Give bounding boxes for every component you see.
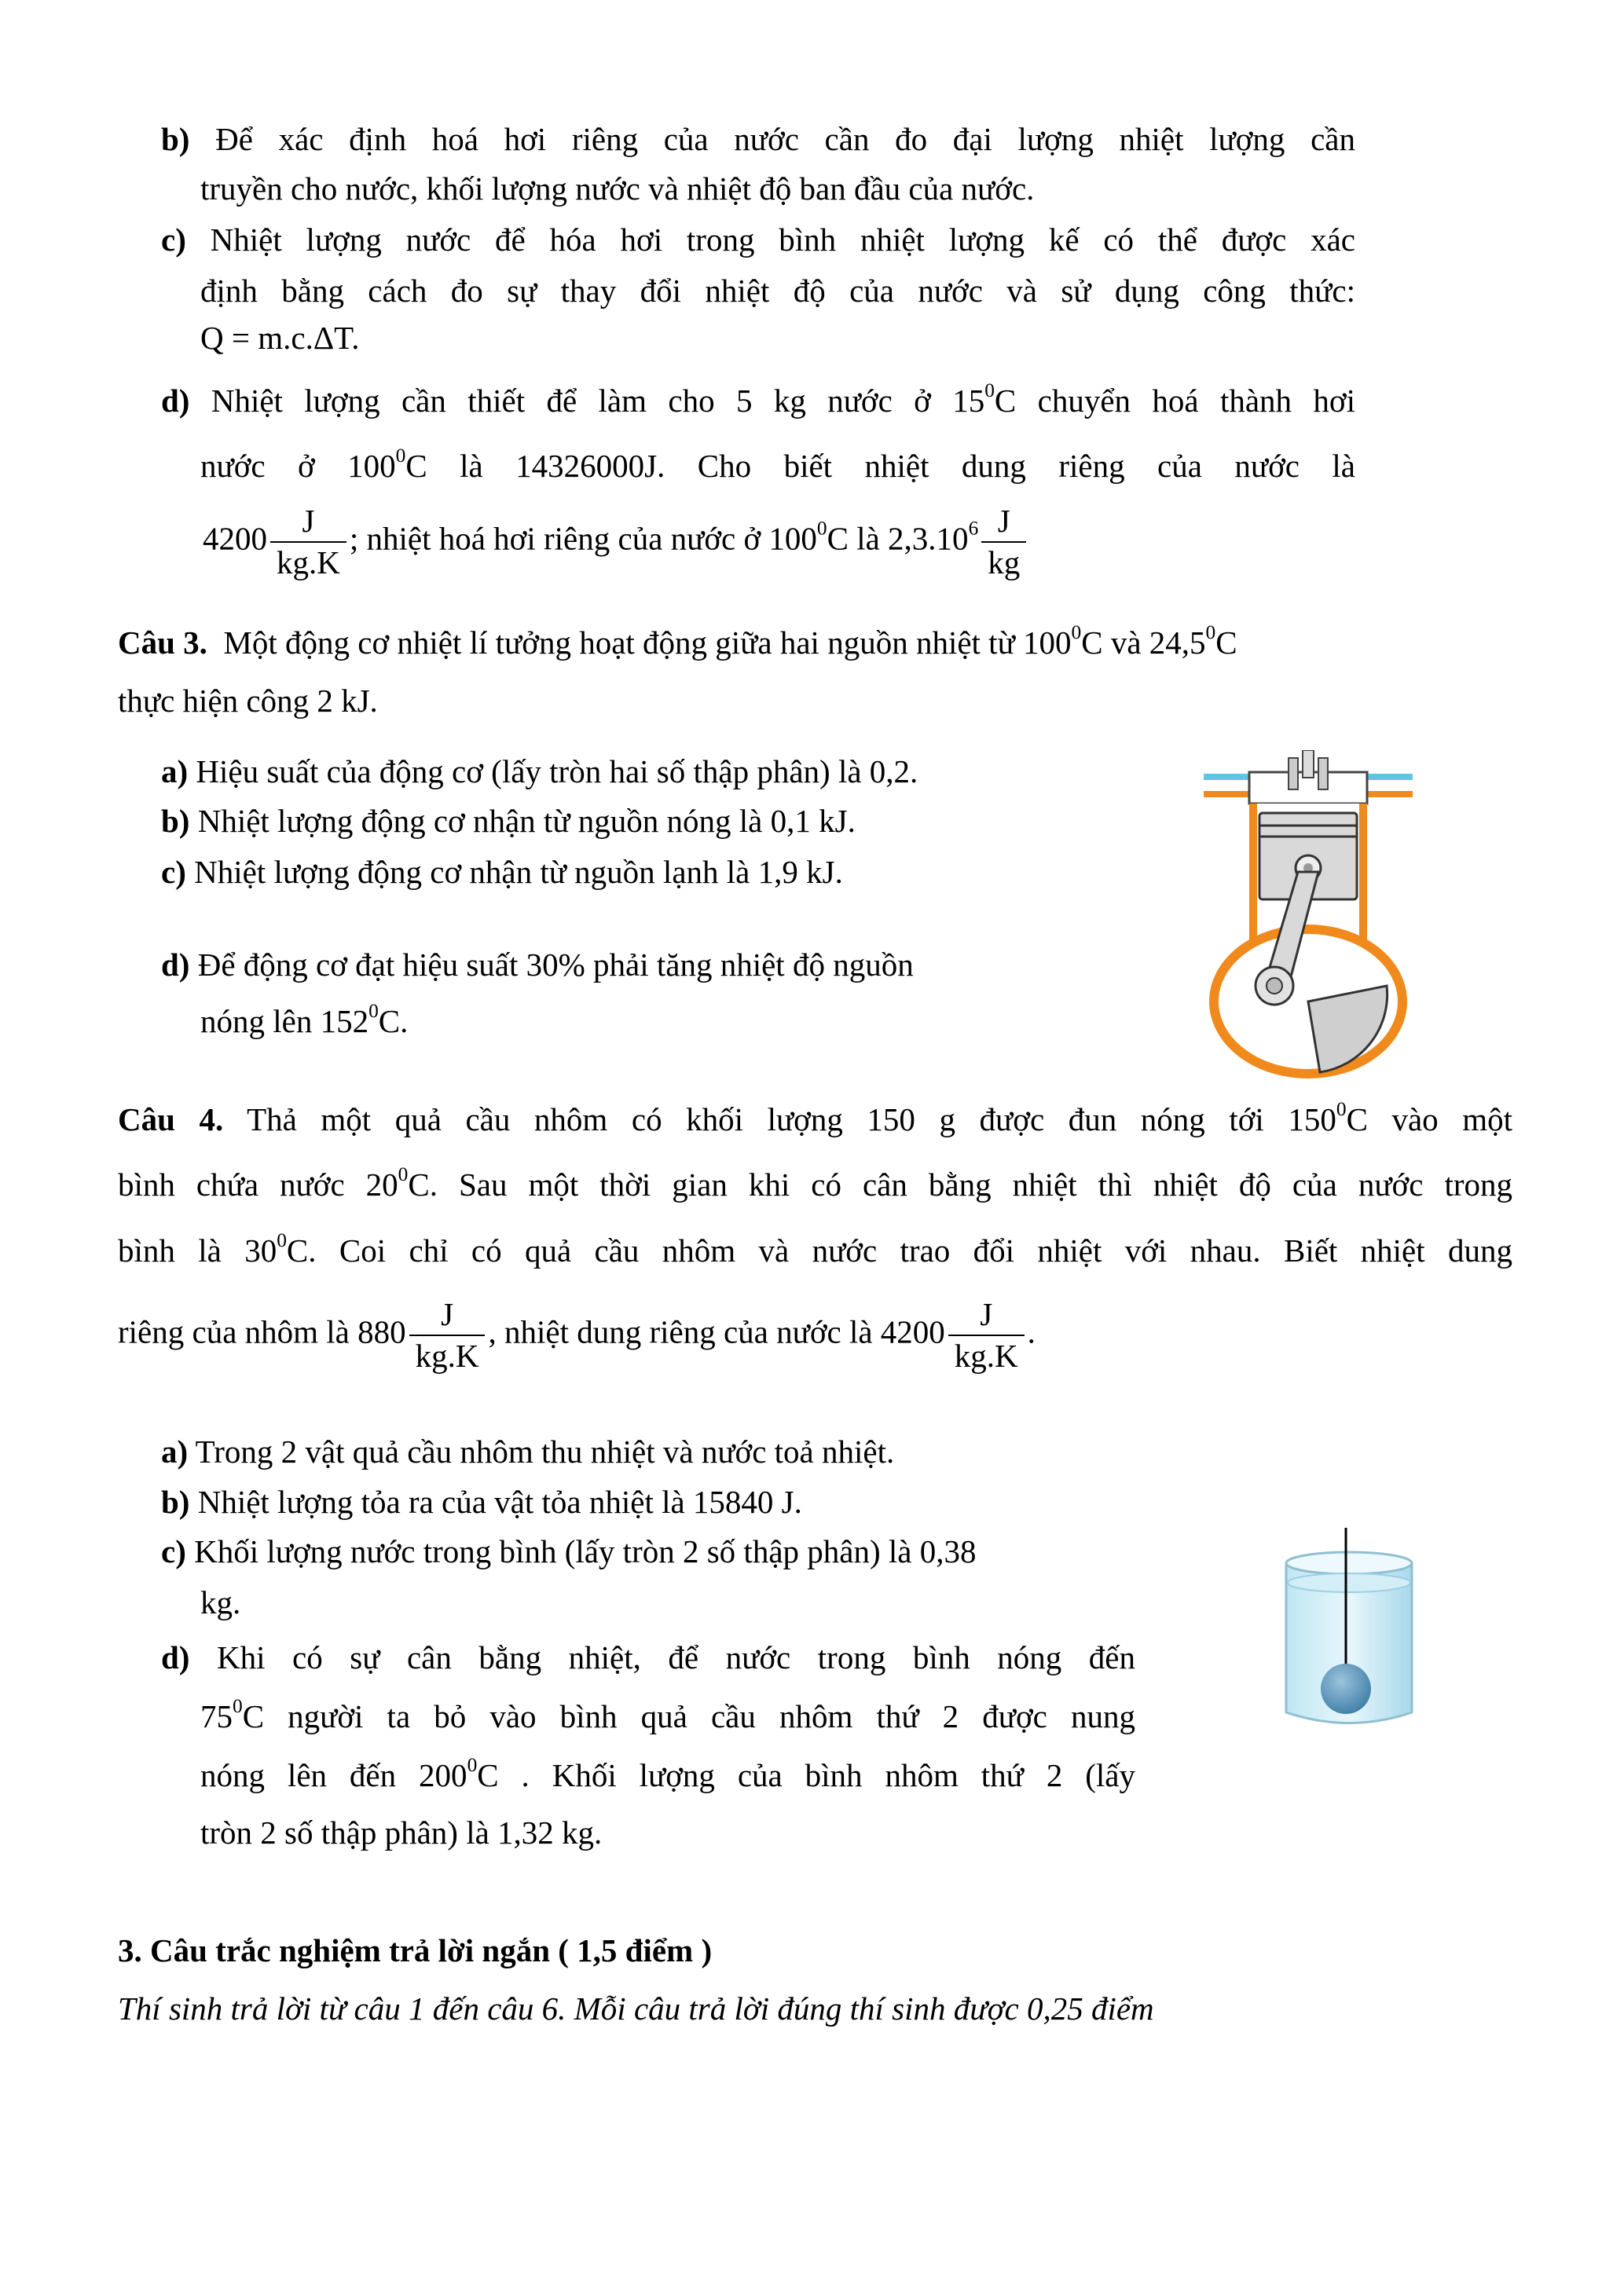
fraction-j-per-kgk: $\frac{J}{kg.K}$ (270, 503, 346, 581)
fraction-j-per-kg: $\frac{J}{kg}$ (981, 503, 1026, 581)
water-surface (1288, 1573, 1410, 1592)
c4-line1: Câu 4. Thả một quả cầu nhôm có khối lượng 150 g được đun nóng tới $150^0C$ vào một (118, 1097, 1513, 1137)
c2-d-line2: nước ở $100^0C$ là 14326000J. Cho biết nhiệt dung riêng của nước là (200, 444, 1355, 484)
c3-a: a) Hiệu suất của động cơ (lấy tròn hai số thập phân) là 0,2. (161, 753, 918, 789)
c2-d-line1: d) Nhiệt lượng cần thiết để làm cho 5 kg nước ở $15^0C$ chuyển hoá thành hơi (161, 379, 1355, 419)
crank-counterweight (1308, 986, 1388, 1072)
c4-line3: bình là $30^0C$. Coi chỉ có quả cầu nhôm và nước trao đổi nhiệt với nhau. Biết nhiệt dung (118, 1229, 1512, 1269)
c2-c-formula: Q = m.c.ΔT. (200, 320, 360, 356)
c3-line2: thực hiện công 2 kJ. (118, 683, 378, 719)
c2-d-line3: 4200 $\frac{J}{kg.K}$ ; nhiệt hoá hơi riêng của nước ở $100^0C$ là 2,3.10$^6$ $\frac{J}{kg}$ (203, 503, 1029, 581)
engine-diagram-figure (1202, 750, 1414, 1080)
c4-c-line2: kg. (200, 1584, 241, 1620)
c3-line1: Câu 3. Một động cơ nhiệt lí tưởng hoạt động giữa hai nguồn nhiệt từ $100^0C$ và 24,5$^0$C (118, 621, 1237, 661)
c4-line2: bình chứa nước $20^0C$. Sau một thời gian khi có cân bằng nhiệt thì nhiệt độ của nước trong (118, 1163, 1512, 1203)
c4-d-line3: nóng lên đến $200^0C$ . Khối lượng của bình nhôm thứ 2 (lấy (200, 1753, 1135, 1793)
aluminium-ball (1321, 1664, 1371, 1714)
c4-b: b) Nhiệt lượng tỏa ra của vật tỏa nhiệt là 15840 J. (161, 1484, 802, 1520)
section3-instruction: Thí sinh trả lời từ câu 1 đến câu 6. Mỗi câu trả lời đúng thí sinh được 0,25 điểm (118, 1990, 1154, 2027)
c3-c: c) Nhiệt lượng động cơ nhận từ nguồn lạnh là 1,9 kJ. (161, 854, 843, 890)
c2-b-line2: truyền cho nước, khối lượng nước và nhiệt độ ban đầu của nước. (200, 170, 1035, 207)
beaker-with-ball-figure (1277, 1528, 1422, 1732)
section3-heading: 3. Câu trắc nghiệm trả lời ngắn ( 1,5 điểm ) (118, 1932, 713, 1968)
c3-b: b) Nhiệt lượng động cơ nhận từ nguồn nóng là 0,1 kJ. (161, 803, 856, 839)
c4-d-line2: $75^0C$ người ta bỏ vào bình quả cầu nhôm thứ 2 được nung (200, 1694, 1135, 1734)
c2-c-line1: c) Nhiệt lượng nước để hóa hơi trong bình nhiệt lượng kế có thể được xác (161, 222, 1355, 258)
c3-d-line2: nóng lên $152^0C$. (200, 999, 409, 1039)
c4-d-line4: tròn 2 số thập phân) là 1,32 kg. (200, 1814, 603, 1851)
c4-d-line1: d) Khi có sự cân bằng nhiệt, để nước trong bình nóng đến (161, 1639, 1136, 1675)
fraction-j-per-kgk: $\frac{J}{kg.K}$ (948, 1296, 1025, 1375)
c2-c-line2: định bằng cách đo sự thay đổi nhiệt độ của nước và sử dụng công thức: (200, 273, 1355, 309)
c4-a: a) Trong 2 vật quả cầu nhôm thu nhiệt và nước toả nhiệt. (161, 1434, 895, 1470)
c2-b-line1: b) Để xác định hoá hơi riêng của nước cần đo đại lượng nhiệt lượng cần (161, 121, 1355, 157)
fraction-j-per-kgk: $\frac{J}{kg.K}$ (409, 1296, 486, 1375)
c4-c-line1: c) Khối lượng nước trong bình (lấy tròn 2 số thập phân) là 0,38 (161, 1533, 977, 1569)
c4-line4: riêng của nhôm là 880 $\frac{J}{kg.K}$ , nhiệt dung riêng của nước là 4200 $\frac{J}{kg.K}$ . (118, 1296, 1036, 1375)
c3-d-line1: d) Để động cơ đạt hiệu suất 30% phải tăng nhiệt độ nguồn (161, 947, 914, 983)
